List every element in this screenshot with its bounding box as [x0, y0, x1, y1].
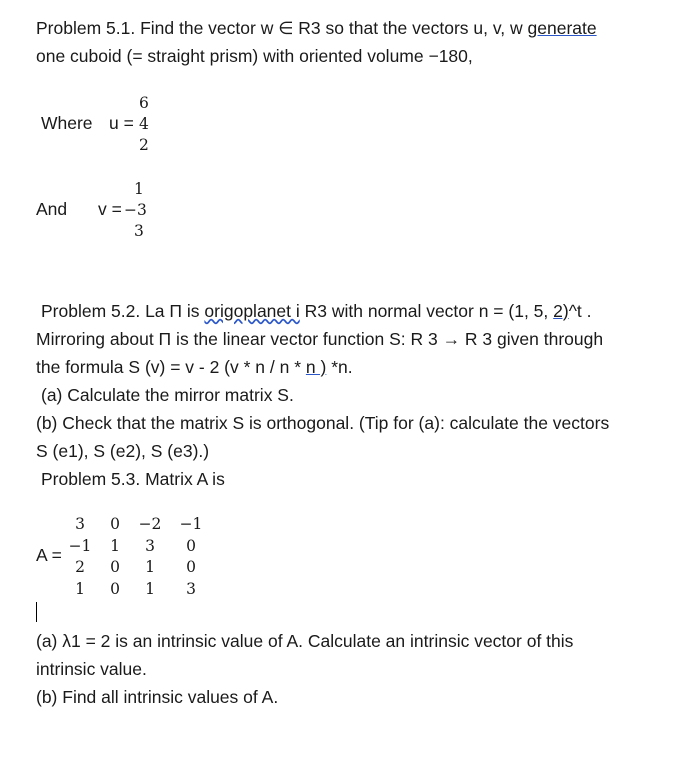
problem-5-3-part-a-cont: intrinsic value. [36, 659, 147, 679]
problem-5-2-line-3: the formula S (v) = v - 2 (v * n / n * n ) *n. [36, 357, 353, 377]
problem-5-3-title: Problem 5.3. Matrix A is [41, 469, 225, 489]
problem-5-3-part-b: (b) Find all intrinsic values of A. [36, 687, 279, 707]
problem-5-2-part-b-cont: S (e1), S (e2), S (e3).) [36, 441, 210, 461]
matrix-cell: 1 [145, 580, 155, 598]
problem-5-2-part-a: (a) Calculate the mirror matrix S. [41, 385, 294, 405]
problem-5-3-part-a: (a) λ1 = 2 is an intrinsic value of A. Calculate an intrinsic vector of this [36, 631, 574, 651]
matrix-cell: 1 [110, 537, 120, 555]
matrix-cell: −1 [179, 515, 203, 533]
problem-5-2-line-2: Mirroring about Π is the linear vector function S: R 3 → R 3 given through [36, 329, 604, 349]
matrix-cell: 1 [145, 558, 155, 576]
v-entry-2: −3 [124, 201, 147, 219]
matrix-cell: 0 [110, 515, 120, 533]
v-name-label: v = [98, 199, 122, 219]
v-entry-3: 3 [134, 222, 144, 240]
spellcheck-wavy-origoplanet: origoplanet i [204, 301, 300, 321]
text-cursor[interactable] [36, 602, 37, 622]
matrix-cell: 1 [75, 580, 85, 598]
u-entry-2: 4 [139, 115, 149, 133]
matrix-cell: 0 [186, 558, 196, 576]
matrix-cell: 2 [75, 558, 85, 576]
matrix-cell: 0 [186, 537, 196, 555]
problem-5-1-line-1: Problem 5.1. Find the vector w ∈ R3 so that the vectors u, v, w generate [36, 18, 597, 38]
u-name-label: u = [109, 113, 134, 133]
u-entry-3: 2 [139, 136, 149, 154]
problem-5-2-part-b: (b) Check that the matrix S is orthogonal. (Tip for (a): calculate the vectors [36, 413, 610, 433]
matrix-a-label: A = [36, 545, 62, 565]
matrix-cell: −1 [68, 537, 92, 555]
u-where-label: Where [41, 113, 93, 133]
v-entry-1: 1 [134, 180, 144, 198]
matrix-cell: −2 [138, 515, 162, 533]
problem-5-2-line-1: Problem 5.2. La Π is origoplanet i R3 with normal vector n = (1, 5, 2)^t . [41, 301, 592, 321]
matrix-cell: 0 [110, 580, 120, 598]
v-and-label: And [36, 199, 68, 219]
matrix-cell: 3 [75, 515, 85, 533]
matrix-cell: 3 [186, 580, 196, 598]
matrix-cell: 3 [145, 537, 155, 555]
spellcheck-underline-n: n ) [305, 357, 327, 377]
u-entry-1: 6 [139, 94, 149, 112]
spellcheck-underline-generate: generate [527, 18, 597, 38]
matrix-cell: 0 [110, 558, 120, 576]
spellcheck-underline-2: 2) [553, 301, 569, 321]
problem-5-1-line-2: one cuboid (= straight prism) with oriented volume −180, [36, 46, 473, 66]
